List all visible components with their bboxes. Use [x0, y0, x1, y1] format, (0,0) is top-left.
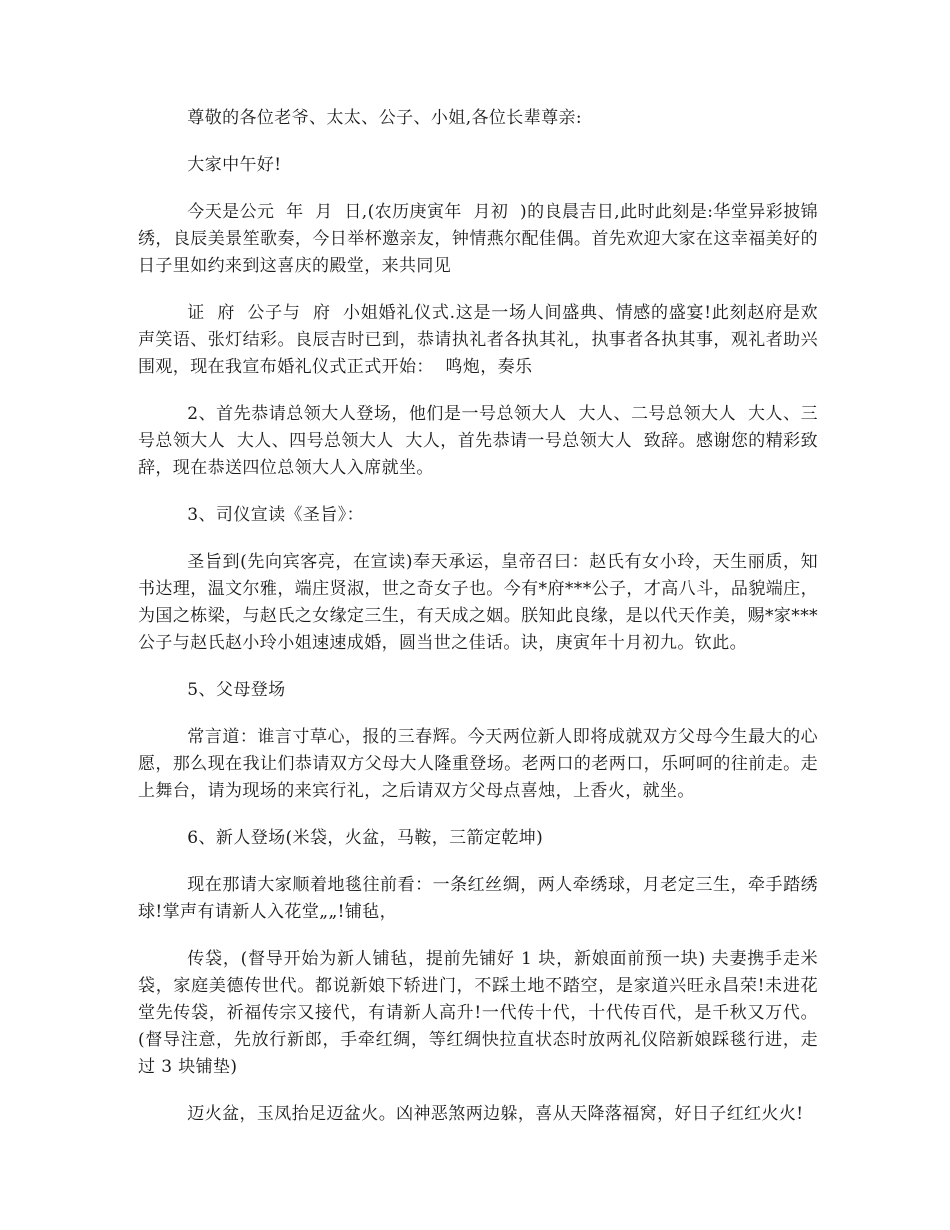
- salutation: 尊敬的各位老爷、太太、公子、小姐,各位长辈尊亲:: [187, 108, 583, 128]
- section-3-heading: 3、司仪宣读《圣旨》：: [187, 505, 365, 525]
- ceremony-start-paragraph: 证 府 公子与 府 小姐婚礼仪式.这是一场人间盛典、情感的盛宴!此刻赵府是欢声笑语、张灯结彩。良辰吉时已到，恭请执礼者各执其礼，执事者各执其事，观礼者助兴围观，现在我宣布婚礼仪式正式开始： 鸣炮，奏乐: [138, 303, 818, 377]
- section-2-paragraph: 2、首先恭请总领大人登场，他们是一号总领大人 大人、二号总领大人 大人、三号总领大人 大人、四号总领大人 大人，首先恭请一号总领大人 致辞。感谢您的精彩致辞，现在恭送四位总领大人入席就坐。: [138, 404, 818, 478]
- fire-basin-paragraph: 迈火盆，玉凤抬足迈盆火。凶神恶煞两边躲，喜从天降落福窝，好日子红红火火!: [187, 1104, 804, 1124]
- section-6-heading: 6、新人登场(米袋，火盆，马鞍，三箭定乾坤): [187, 828, 544, 848]
- greeting: 大家中午好!: [187, 155, 282, 175]
- parents-paragraph: 常言道：谁言寸草心，报的三春辉。今天两位新人即将成就双方父母今生最大的心愿，那么现在我让们恭请双方父母大人隆重登场。老两口的老两口，乐呵呵的往前走。走上舞台，请为现场的来宾行礼，之后请双方父母点喜烛，上香火，就坐。: [138, 727, 818, 801]
- edict-paragraph: 圣旨到(先向宾客亮，在宣读)奉天承运，皇帝召曰：赵氏有女小玲，天生丽质，知书达理，温文尔雅，端庄贤淑，世之奇女子也。今有*府***公子，才高八斗，品貌端庄，为国之栋梁，与赵氏之女缘定三生，有天成之姻。朕知此良缘，是以代天作美，赐*家***公子与赵氏赵小玲小姐速速成婚，圆当世之佳话。诀，庚寅年十月初九。钦此。: [138, 552, 818, 653]
- section-5-heading: 5、父母登场: [187, 680, 286, 700]
- rice-bag-paragraph: 传袋，(督导开始为新人铺毡，提前先铺好 1 块，新娘面前预一块) 夫妻携手走米袋，家庭美德传世代。都说新娘下轿进门，不踩土地不踏空，是家道兴旺永昌荣!未进花堂先传袋，祈福传宗又接代，有请新人高升!一代传十代，十代传百代，是千秋又万代。(督导注意，先放行新郎，手牵红绸，等红绸快拉直状态时放两礼仪陪新娘踩毯行进，走过 3 块铺垫): [138, 949, 818, 1077]
- document-page: [138, 105, 818, 1148]
- carpet-paragraph: 现在那请大家顺着地毯往前看：一条红丝绸，两人牵绣球，月老定三生，牵手踏绣球!掌声有请新人入花堂„„!铺毡，: [138, 875, 818, 922]
- opening-paragraph: 今天是公元 年 月 日,(农历庚寅年 月初 )的良晨吉日,此时此刻是:华堂异彩披锦绣，良辰美景笙歌奏，今日举杯邀亲友，钟情燕尔配佳偶。首先欢迎大家在这幸福美好的日子里如约来到这喜庆的殿堂，来共同见: [138, 202, 818, 276]
